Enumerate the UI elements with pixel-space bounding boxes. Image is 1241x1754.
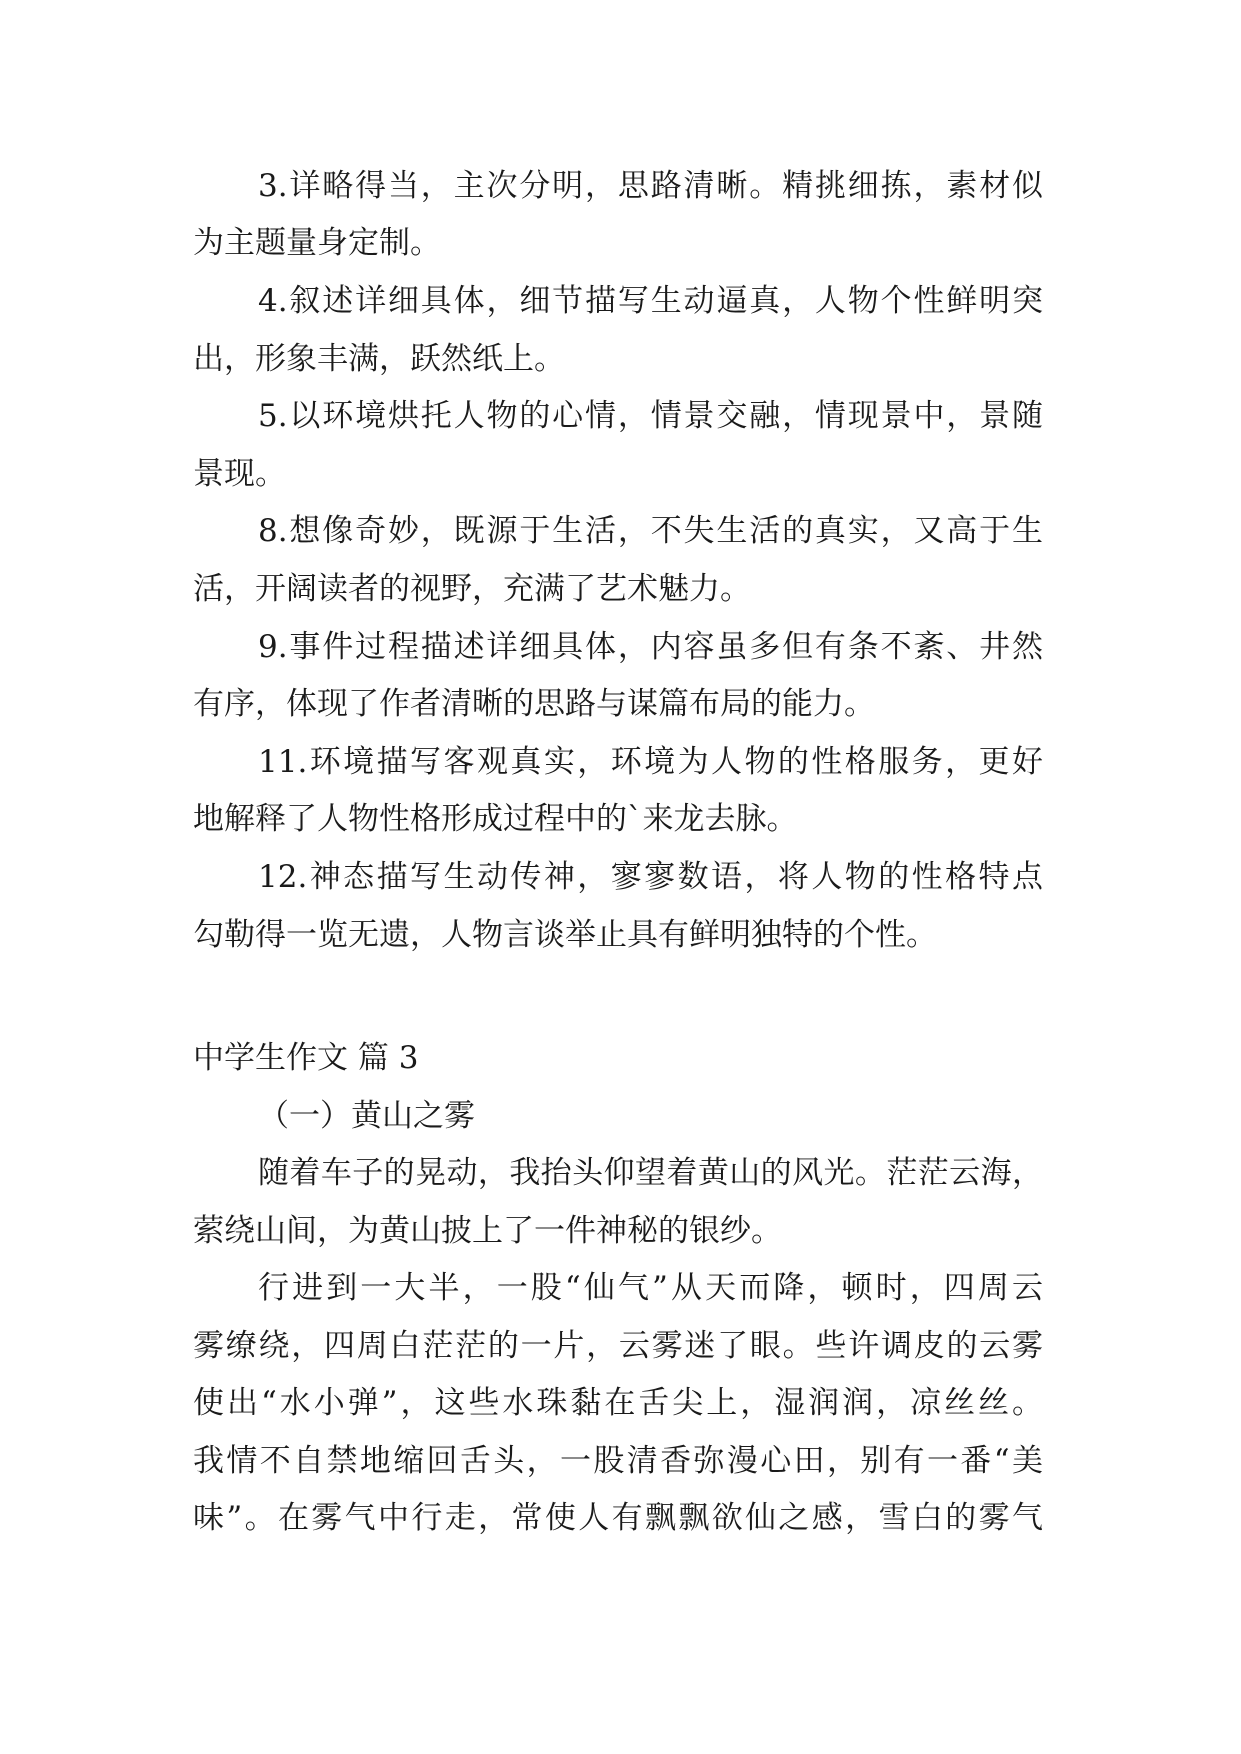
point-8-line-1: 8.想像奇妙，既源于生活，不失生活的真实，又高于生 [258, 513, 1043, 549]
essay-subheading: （一）黄山之雾 [258, 1098, 475, 1134]
point-8-line-2: 活，开阔读者的视野，充满了艺术魅力。 [193, 571, 751, 607]
paragraph-2-line-2: 雾缭绕，四周白茫茫的一片，云雾迷了眼。些许调皮的云雾 [193, 1328, 1043, 1364]
paragraph-1-line-2: 萦绕山间，为黄山披上了一件神秘的银纱。 [193, 1213, 782, 1249]
paragraph-2-line-1: 行进到一大半，一股“仙气”从天而降，顿时，四周云 [258, 1270, 1043, 1306]
paragraph-1-line-1: 随着车子的晃动，我抬头仰望着黄山的风光。茫茫云海， [258, 1155, 1043, 1191]
essay-heading: 中学生作文 篇 3 [193, 1040, 419, 1076]
paragraph-2-line-4: 我情不自禁地缩回舌头，一股清香弥漫心田，别有一番“美 [193, 1443, 1043, 1479]
point-5-line-2: 景现。 [193, 456, 286, 492]
point-5-line-1: 5.以环境烘托人物的心情，情景交融，情现景中，景随 [258, 398, 1043, 434]
point-12-line-2: 勾勒得一览无遗，人物言谈举止具有鲜明独特的个性。 [193, 917, 937, 953]
point-11-line-1: 11.环境描写客观真实，环境为人物的性格服务，更好 [258, 744, 1043, 780]
point-9-line-1: 9.事件过程描述详细具体，内容虽多但有条不紊、井然 [258, 629, 1043, 665]
point-4-line-1: 4.叙述详细具体，细节描写生动逼真，人物个性鲜明突 [258, 283, 1043, 319]
paragraph-2-line-5: 味”。在雾气中行走，常使人有飘飘欲仙之感，雪白的雾气 [193, 1500, 1043, 1536]
point-3-line-1: 3.详略得当，主次分明，思路清晰。精挑细拣，素材似 [258, 168, 1043, 204]
point-11-line-2: 地解释了人物性格形成过程中的`来龙去脉。 [193, 801, 798, 837]
point-12-line-1: 12.神态描写生动传神，寥寥数语，将人物的性格特点 [258, 859, 1043, 895]
paragraph-2-line-3: 使出“水小弹”，这些水珠黏在舌尖上，湿润润，凉丝丝。 [193, 1385, 1043, 1421]
point-3-line-2: 为主题量身定制。 [193, 225, 441, 261]
point-4-line-2: 出，形象丰满，跃然纸上。 [193, 341, 565, 377]
point-9-line-2: 有序，体现了作者清晰的思路与谋篇布局的能力。 [193, 686, 875, 722]
